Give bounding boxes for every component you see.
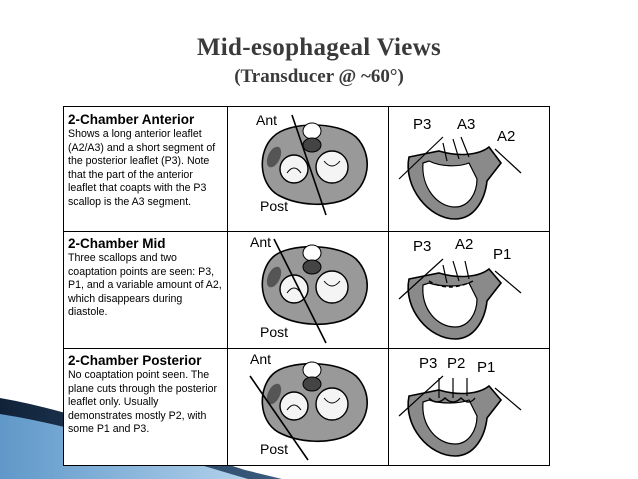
anterior-label: Ant bbox=[256, 112, 278, 128]
short-axis-illustration bbox=[228, 107, 389, 231]
scallop-label-3: P1 bbox=[477, 359, 496, 376]
row-description-cell bbox=[64, 107, 228, 231]
scallop-label-1: P3 bbox=[413, 238, 432, 255]
scallop-label-3: P1 bbox=[493, 246, 512, 263]
two-chamber-heart-diagram bbox=[389, 107, 549, 231]
two-chamber-illustration bbox=[389, 107, 549, 231]
posterior-label: Post bbox=[260, 198, 289, 214]
row-description-cell bbox=[64, 231, 228, 348]
table-row bbox=[64, 107, 549, 232]
scallop-label-1: P3 bbox=[413, 116, 432, 133]
slide-subtitle: (Transducer @ ~60°) bbox=[234, 66, 404, 87]
view-heading: 2-Chamber Posterior bbox=[68, 353, 202, 368]
scallop-label-1: P3 bbox=[419, 355, 438, 372]
anterior-label: Ant bbox=[250, 234, 272, 250]
posterior-label: Post bbox=[260, 441, 289, 457]
views-table bbox=[63, 106, 550, 466]
posterior-label: Post bbox=[260, 324, 289, 340]
slide-title: Mid-esophageal Views bbox=[196, 34, 442, 61]
view-description: Three scallops and two coaptation points are seen: P3, P1, and a variable amount of A2, which disappears during diastole. bbox=[68, 252, 222, 318]
scallop-label-2: A3 bbox=[457, 116, 476, 133]
scallop-label-3: A2 bbox=[497, 128, 516, 145]
view-description: Shows a long anterior leaflet (A2/A3) and a short segment of the posterior leaflet (P3). Note that the part of the anterior leaflet that coapts with the P3 scallop is the A3 segment. bbox=[68, 128, 216, 208]
valve-short-axis-diagram bbox=[228, 231, 388, 348]
two-chamber-heart-diagram bbox=[389, 348, 549, 465]
scallop-label-2: P2 bbox=[447, 355, 466, 372]
two-chamber-heart-diagram bbox=[389, 231, 549, 348]
valve-short-axis-diagram bbox=[228, 348, 388, 465]
table-row bbox=[64, 231, 549, 349]
two-chamber-illustration bbox=[389, 231, 549, 348]
table-row bbox=[64, 348, 549, 465]
view-description: No coaptation point seen. The plane cuts through the posterior leaflet only. Usually demonstrates mostly P2, with some P1 and P3. bbox=[68, 369, 217, 435]
row-description-cell bbox=[64, 348, 228, 465]
two-chamber-illustration bbox=[389, 348, 549, 465]
scallop-label-2: A2 bbox=[455, 236, 474, 253]
short-axis-illustration bbox=[228, 231, 389, 348]
view-heading: 2-Chamber Anterior bbox=[68, 112, 195, 127]
valve-short-axis-diagram bbox=[228, 107, 388, 231]
short-axis-illustration bbox=[228, 348, 389, 465]
anterior-label: Ant bbox=[250, 351, 272, 367]
view-heading: 2-Chamber Mid bbox=[68, 236, 166, 251]
